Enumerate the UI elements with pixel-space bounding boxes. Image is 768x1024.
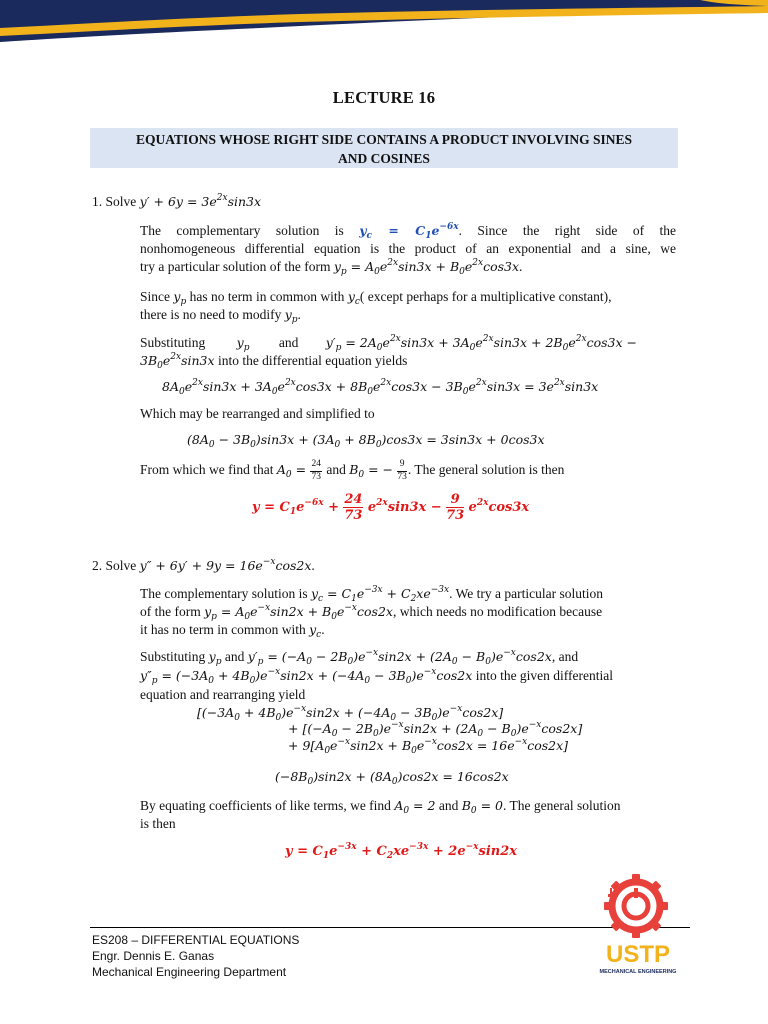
problem1-statement: 1. Solve $y' + 6y = 3e^{2x}\sin 3x$ — [92, 193, 262, 209]
problem2-para2-line3: equation and rearranging yield — [140, 687, 306, 702]
problem1-equation1: $8A_0e^{2x}\sin 3x + 3A_0e^{2x}\cos 3x + 8B_0e^{2x}\cos 3x - 3B_0e^{2x}\sin 3x = 3e^{2x}\sin 3x$ — [162, 378, 599, 397]
problem2-label: 2. Solve — [92, 558, 137, 573]
problem2-equation1-line3: + $9[A_0e^{-x}\sin 2x + B_0e^{-x}\cos 2x = 16e^{-x}\cos 2x]$ — [288, 737, 569, 756]
problem2-equation2: $(-8B_0)\sin 2x + (8A_0)\cos 2x = 16\cos 2x$ — [275, 769, 509, 787]
section-heading-line2: AND COSINES — [338, 151, 430, 166]
fraction-a0: $\frac{24}{73}$ — [311, 459, 321, 482]
problem1-label: 1. Solve — [92, 194, 137, 209]
svg-text:USTP: USTP — [605, 941, 671, 968]
problem2-statement: 2. Solve $y'' + 6y' + 9y = 16e^{-x}\cos 2x$. — [92, 557, 315, 573]
problem1-para3-line1: Substituting $y_p$ and $y'_p = 2A_0e^{2x}\sin 3x + 3A_0e^{2x}\sin 3x + 2B_0e^{2x}\cos 3x$ − — [140, 334, 637, 353]
problem2-equation1-line2: + $[(-A_0 - 2B_0)e^{-x}\sin 2x + (2A_0 - B_0)e^{-x}\cos 2x]$ — [288, 720, 583, 739]
problem1-para4: Which may be rearranged and simplified to — [140, 406, 375, 421]
top-banner — [0, 0, 768, 46]
problem2-para1-line2: of the form $y_p = A_0e^{-x}\sin 2x + B_0e^{-x}\cos 2x$, which needs no modification because — [140, 603, 603, 622]
gear-icon — [590, 862, 686, 978]
problem2-para2-line1: Substituting $y_p$ and $y'_p = (-A_0 - 2B_0)e^{-x}\sin 2x + (2A_0 - B_0)e^{-x}\cos 2x$, and — [140, 648, 579, 667]
problem1-para2-line1: Since $y_p$ has no term in common with $y_c$( except perhaps for a multiplicative constant), — [140, 289, 612, 307]
problem1-para1-line2: nonhomogeneous differential equation is the product of an exponential and a sine, we — [140, 241, 676, 256]
svg-text:MECHANICAL ENGINEERING: MECHANICAL ENGINEERING — [599, 969, 677, 975]
problem1-general-solution: $y = C_1e^{-6x}$ + $\frac{24}{73}$ $e^{2x}\sin 3x$ − $\frac{9}{73}$ $e^{2x}\cos 3x$ — [252, 492, 530, 524]
lecture-title: LECTURE 16 — [332, 88, 436, 107]
problem1-equation2: $(8A_0 - 3B_0)\sin 3x + (3A_0 + 8B_0)\cos 3x = 3\sin 3x + 0\cos 3x$ — [187, 432, 545, 450]
fraction-b0: $\frac{9}{73}$ — [397, 459, 407, 482]
footer-instructor: Engr. Dennis E. Ganas — [92, 949, 215, 963]
problem1-para5: From which we find that $A_0$ = $\frac{24}{73}$ and $B_0$ = − $\frac{9}{73}$ . The general solution is then — [140, 459, 565, 482]
problem2-para3-line1: By equating coefficients of like terms, we find $A_0 = 2$ and $B_0 = 0$. The general solution — [140, 798, 621, 816]
ustp-logo — [590, 862, 686, 978]
problem1-para2-line2: there is no need to modify $y_p$. — [140, 307, 301, 325]
problem2-para1-line3: it has no term in common with $y_c$. — [140, 622, 325, 640]
section-heading — [90, 128, 678, 168]
problem2-equation1-line1: $[(-3A_0 + 4B_0)e^{-x}\sin 2x + (-4A_0 - 3B_0)e^{-x}\cos 2x]$ — [197, 704, 504, 723]
problem2-para1-line1: The complementary solution is $y_c = C_1e^{-3x} + C_2xe^{-3x}$. We try a particular solution — [140, 585, 603, 604]
problem2-general-solution: $y = C_1e^{-3x} + C_2xe^{-3x} + 2e^{-x}\sin 2x$ — [285, 842, 518, 861]
footer-course: ES208 – DIFFERENTIAL EQUATIONS — [92, 933, 300, 947]
footer-department: Mechanical Engineering Department — [92, 965, 287, 979]
problem2-para2-line2: $y''_p = (-3A_0 + 4B_0)e^{-x}\sin 2x + (-4A_0 - 3B_0)e^{-x}\cos 2x$ into the given differential — [140, 667, 614, 686]
problem2-para3-line2: is then — [140, 816, 176, 831]
section-heading-line1: EQUATIONS WHOSE RIGHT SIDE CONTAINS A PRODUCT INVOLVING SINES — [135, 132, 633, 147]
problem1-para3-line2: $3B_0e^{2x}\sin 3x$ into the differential equation yields — [140, 352, 408, 371]
problem1-para1-line3: try a particular solution of the form $y_p = A_0e^{2x}\sin 3x + B_0e^{2x}\cos 3x$. — [140, 258, 523, 277]
problem1-para1-line1: The complementary solution is $y_c = C_1e^{-6x}$. Since the right side of the — [140, 222, 677, 241]
